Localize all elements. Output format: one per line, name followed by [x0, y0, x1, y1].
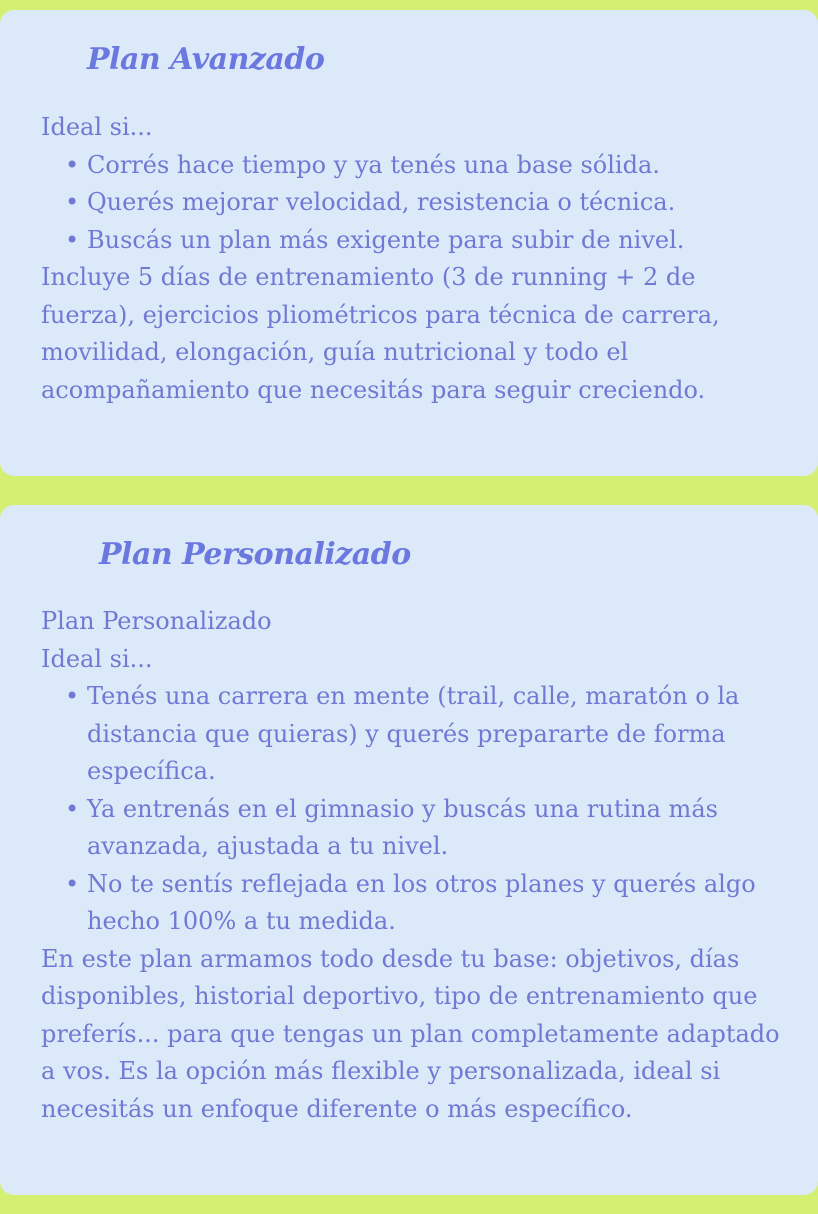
list-item: [41, 222, 790, 260]
list-item: [41, 866, 790, 941]
list-item: [41, 791, 790, 866]
bullet-dot-icon: •: [65, 869, 80, 898]
bullet-dot-icon: •: [65, 150, 80, 179]
list-item-text: Buscás un plan más exigente para subir de nivel.: [87, 225, 685, 254]
list-item-text: Corrés hace tiempo y ya tenés una base sólida.: [87, 150, 660, 179]
plan-personalizado-bullet-list: [41, 678, 790, 941]
plan-avanzado-body: [41, 109, 790, 409]
bullet-dot-icon: •: [65, 794, 80, 823]
plan-personalizado-card: [0, 505, 818, 1195]
plan-personalizado-body: [41, 603, 790, 1128]
bullet-dot-icon: •: [65, 225, 80, 254]
list-item-text: Tenés una carrera en mente (trail, calle, maratón o la distancia que quieras) y querés prepararte de forma específica.: [87, 682, 740, 785]
plan-avanzado-title: Plan Avanzado: [87, 42, 325, 77]
list-item-text: No te sentís reflejada en los otros planes y querés algo hecho 100% a tu medida.: [87, 869, 756, 935]
plan-avanzado-intro: Ideal si...: [41, 113, 153, 141]
plan-personalizado-title: Plan Personalizado: [99, 537, 411, 572]
plan-avanzado-card: [0, 10, 818, 476]
plan-avanzado-description: Incluye 5 días de entrenamiento (3 de running + 2 de fuerza), ejercicios pliométricos para técnica de carrera, movilidad, elongación, guía nutricional y todo el acompañamiento que necesitás para seguir creciendo.: [41, 263, 720, 404]
plan-personalizado-description: En este plan armamos todo desde tu base: objetivos, días disponibles, historial deportivo, tipo de entrenamiento que preferís... para que tengas un plan completamente adaptado a vos. Es la opción más flexible y personalizada, ideal si necesitás un enfoque diferente o más específico.: [41, 944, 780, 1123]
list-item: [41, 184, 790, 222]
bullet-dot-icon: •: [65, 682, 80, 710]
list-item: [41, 147, 790, 185]
plan-personalizado-subtitle: Plan Personalizado: [41, 607, 272, 635]
list-item-text: Querés mejorar velocidad, resistencia o técnica.: [87, 188, 676, 216]
plan-avanzado-bullet-list: [41, 147, 790, 260]
list-item-text: Ya entrenás en el gimnasio y buscás una rutina más avanzada, ajustada a tu nivel.: [87, 794, 718, 860]
bullet-dot-icon: •: [65, 188, 80, 216]
list-item: [41, 678, 790, 791]
plan-personalizado-intro: Ideal si...: [41, 644, 153, 673]
